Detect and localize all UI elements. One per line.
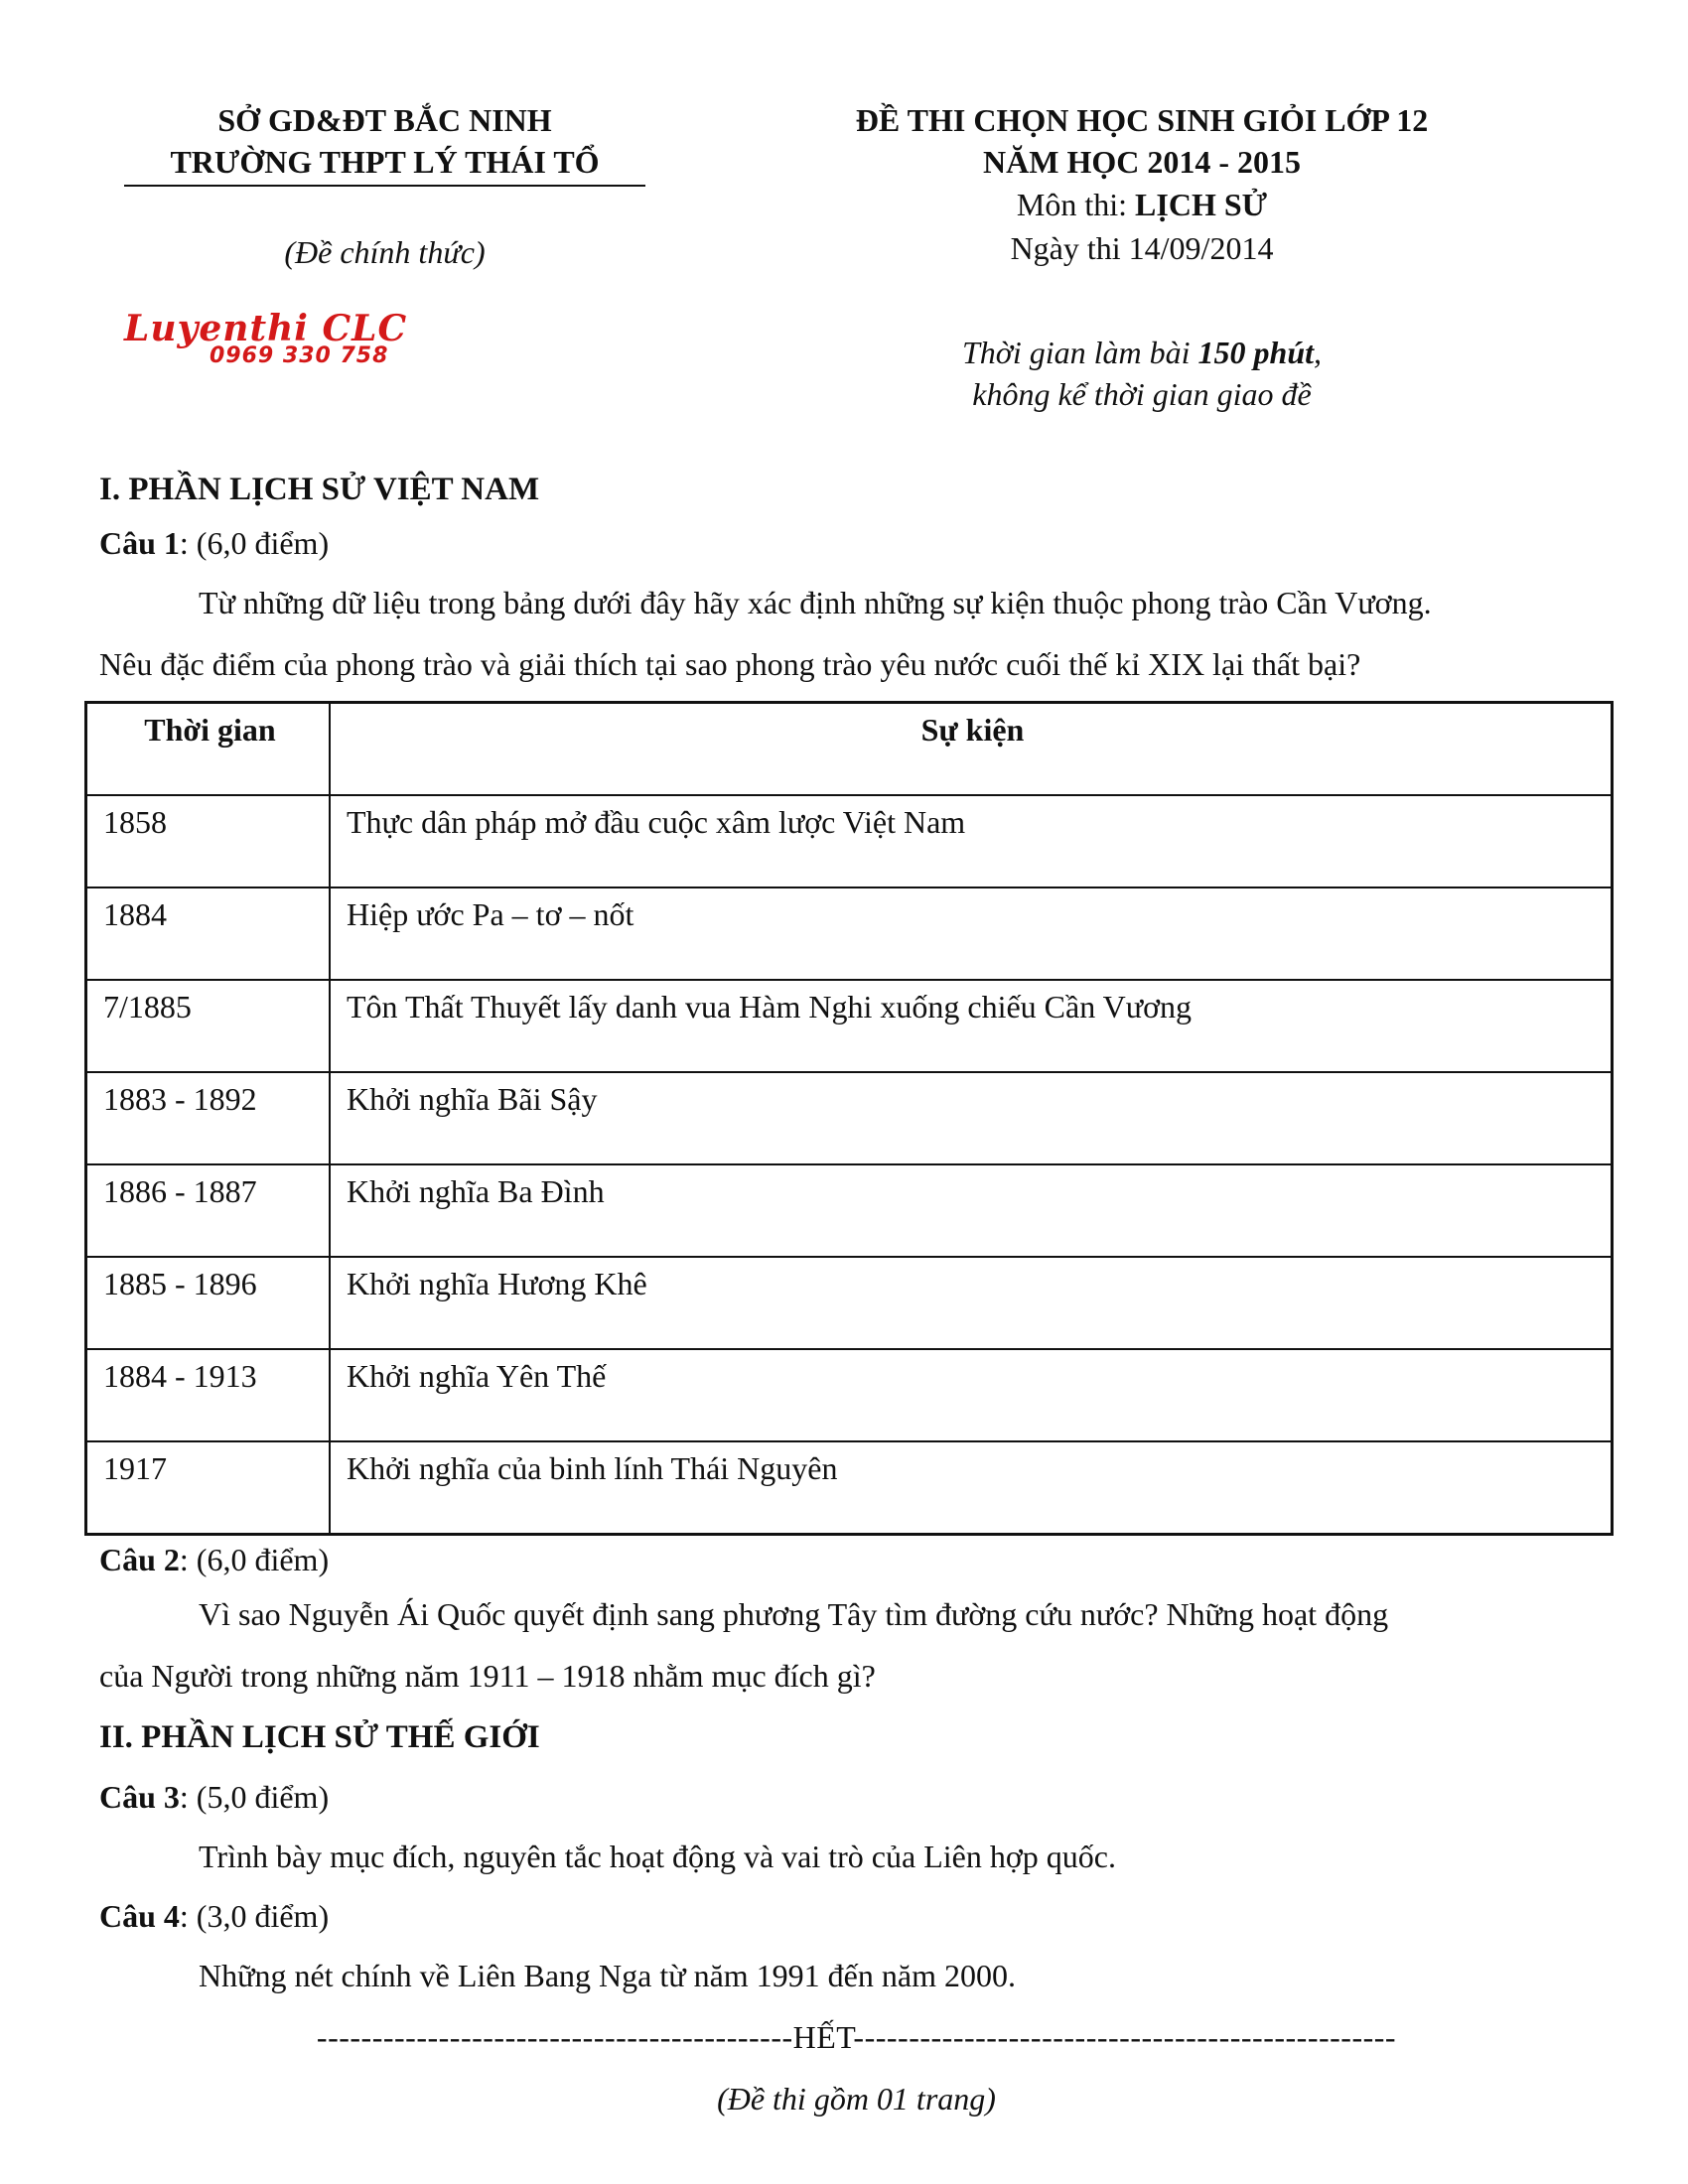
question-1-points: : (6,0 điểm) — [179, 525, 330, 561]
subject-name: LỊCH SỬ — [1135, 187, 1268, 222]
time-cell: 1884 - 1913 — [86, 1349, 331, 1441]
time-cell: 1883 - 1892 — [86, 1072, 331, 1164]
subject-line — [784, 183, 1499, 226]
time-cell: 1885 - 1896 — [86, 1257, 331, 1349]
section-1-title: I. PHẦN LỊCH SỬ VIỆT NAM — [99, 472, 540, 507]
header-right — [784, 99, 1499, 270]
column-header-time: Thời gian — [86, 703, 331, 796]
table-row — [86, 1349, 1613, 1441]
exam-title: ĐỀ THI CHỌN HỌC SINH GIỎI LỚP 12 — [855, 102, 1429, 138]
question-4-points: : (3,0 điểm) — [179, 1898, 330, 1934]
duration-block — [784, 332, 1499, 415]
header-left — [124, 99, 645, 187]
watermark-brand: Luyenthi CLC — [124, 308, 408, 349]
department-name: SỞ GD&ĐT BẮC NINH — [217, 102, 552, 138]
event-cell: Khởi nghĩa của binh lính Thái Nguyên — [330, 1441, 1613, 1535]
end-marker: -------------------------------------------HẾT------------------------------------------------- — [316, 2019, 1397, 2055]
time-cell: 7/1885 — [86, 980, 331, 1072]
duration-prefix: Thời gian làm bài — [961, 335, 1198, 370]
table-row — [86, 1164, 1613, 1257]
exam-date: Ngày thi 14/09/2014 — [1010, 230, 1274, 266]
event-cell: Khởi nghĩa Yên Thế — [330, 1349, 1613, 1441]
question-4-heading — [99, 1887, 1614, 1945]
duration-suffix: , — [1314, 335, 1323, 370]
question-3-text: Trình bày mục đích, nguyên tắc hoạt động và vai trò của Liên hợp quốc. — [199, 1839, 1116, 1874]
watermark-logo — [124, 308, 442, 367]
events-table — [84, 701, 1614, 1536]
table-row — [86, 1072, 1613, 1164]
time-cell: 1917 — [86, 1441, 331, 1535]
question-2-text-line1: Vì sao Nguyễn Ái Quốc quyết định sang phương Tây tìm đường cứu nước? Những hoạt động — [199, 1596, 1389, 1632]
question-3-points: : (5,0 điểm) — [179, 1779, 330, 1815]
page-count-note: (Đề thi gồm 01 trang) — [717, 2081, 996, 2116]
duration-note: không kể thời gian giao đề — [972, 376, 1312, 412]
header-underline — [124, 185, 645, 187]
question-1-text-line1: Từ những dữ liệu trong bảng dưới đây hãy xác định những sự kiện thuộc phong trào Cần Vương. — [199, 585, 1432, 620]
event-cell: Khởi nghĩa Hương Khê — [330, 1257, 1613, 1349]
question-4-label: Câu 4 — [99, 1898, 180, 1934]
question-1-label: Câu 1 — [99, 525, 180, 561]
table-row — [86, 1441, 1613, 1535]
question-1-text-line2: Nêu đặc điểm của phong trào và giải thích tại sao phong trào yêu nước cuối thế kỉ XIX lại thất bại? — [99, 646, 1361, 682]
event-cell: Tôn Thất Thuyết lấy danh vua Hàm Nghi xuống chiếu Cần Vương — [330, 980, 1613, 1072]
question-2-label: Câu 2 — [99, 1542, 180, 1577]
question-4-text: Những nét chính về Liên Bang Nga từ năm 1991 đến năm 2000. — [199, 1958, 1016, 1993]
column-header-event: Sự kiện — [330, 703, 1613, 796]
event-cell: Hiệp ước Pa – tơ – nốt — [330, 887, 1613, 980]
time-cell: 1858 — [86, 795, 331, 887]
duration-value: 150 phút — [1197, 335, 1315, 370]
duration-line — [784, 332, 1499, 373]
time-cell: 1884 — [86, 887, 331, 980]
question-2-points: : (6,0 điểm) — [179, 1542, 330, 1577]
school-year: NĂM HỌC 2014 - 2015 — [983, 144, 1301, 180]
table-header-row — [86, 703, 1613, 796]
exam-content — [99, 465, 1614, 2129]
question-3-heading — [99, 1768, 1614, 1826]
table-row — [86, 980, 1613, 1072]
school-name: TRƯỜNG THPT LÝ THÁI TỔ — [170, 144, 600, 180]
event-cell: Khởi nghĩa Ba Đình — [330, 1164, 1613, 1257]
watermark-phone: 0969 330 758 — [210, 343, 389, 368]
question-2-text-line2: của Người trong những năm 1911 – 1918 nhằm mục đích gì? — [99, 1658, 876, 1694]
table-row — [86, 887, 1613, 980]
subject-label: Môn thi: — [1016, 187, 1136, 222]
official-note: (Đề chính thức) — [284, 234, 486, 270]
event-cell: Khởi nghĩa Bãi Sậy — [330, 1072, 1613, 1164]
section-2-title: II. PHẦN LỊCH SỬ THẾ GIỚI — [99, 1719, 540, 1755]
table-row — [86, 1257, 1613, 1349]
question-1-heading — [99, 514, 1614, 572]
time-cell: 1886 - 1887 — [86, 1164, 331, 1257]
question-3-label: Câu 3 — [99, 1779, 180, 1815]
question-2-heading — [99, 1536, 1614, 1583]
event-cell: Thực dân pháp mở đầu cuộc xâm lược Việt Nam — [330, 795, 1613, 887]
table-row — [86, 795, 1613, 887]
